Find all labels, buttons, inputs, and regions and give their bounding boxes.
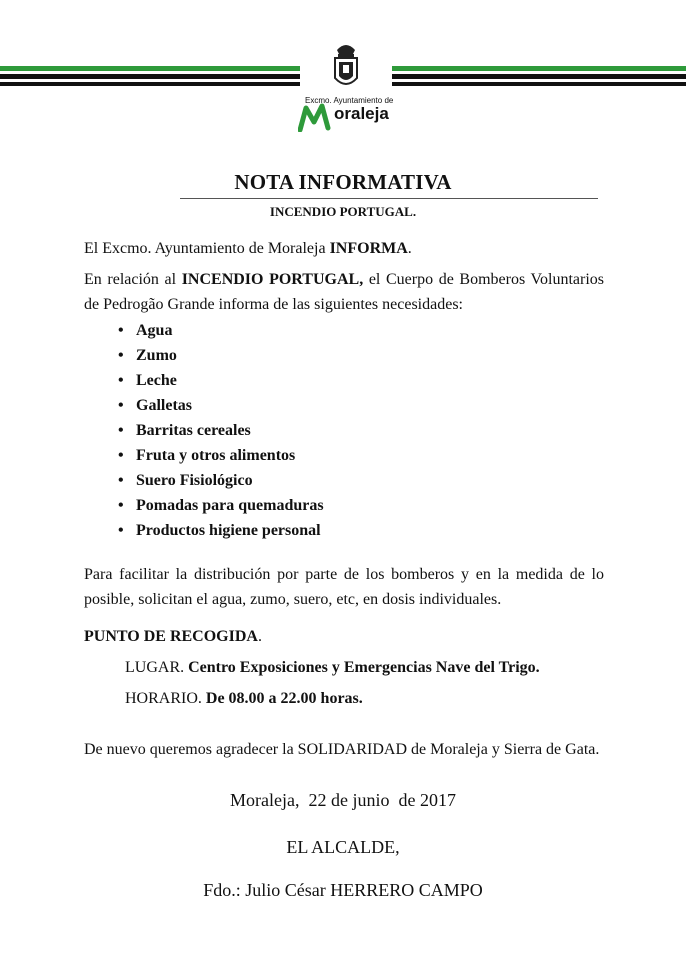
relation-prefix: En relación al: [84, 271, 182, 288]
bullet: •: [118, 422, 124, 439]
pickup-hours: [125, 686, 625, 711]
need-label: Suero Fisiológico: [136, 472, 253, 489]
need-label: Zumo: [136, 347, 177, 364]
list-item: [118, 343, 324, 368]
bullet: •: [118, 497, 124, 514]
black-stripe: [0, 82, 300, 86]
relation-paragraph: [84, 267, 604, 317]
list-item: [118, 443, 324, 468]
list-item: [118, 393, 324, 418]
page-title: NOTA INFORMATIVA: [234, 170, 452, 194]
green-stripe: [392, 66, 686, 71]
bullet: •: [118, 347, 124, 364]
date-line: Moraleja, 22 de junio de 2017: [230, 790, 456, 810]
header-stripes-right: [392, 66, 686, 92]
black-stripe: [392, 82, 686, 86]
place-value: Centro Exposiciones y Emergencias Nave del Trigo.: [188, 659, 540, 676]
bullet: •: [118, 372, 124, 389]
list-item: [118, 468, 324, 493]
bullet: •: [118, 447, 124, 464]
place-label: LUGAR.: [125, 659, 189, 676]
distribution-paragraph: Para facilitar la distribución por parte de los bomberos y en la medida de lo posible, solicitan el agua, zumo, suero, etc, en dosis individuales.: [84, 566, 604, 608]
logo-caption: Excmo. Ayuntamiento de: [305, 96, 394, 105]
thanks-paragraph: De nuevo queremos agradecer la SOLIDARIDAD de Moraleja y Sierra de Gata.: [84, 741, 600, 758]
signature: Fdo.: Julio César HERRERO CAMPO: [203, 880, 483, 900]
list-item: [118, 418, 324, 443]
black-stripe: [0, 74, 300, 79]
logo-name: oraleja: [334, 104, 389, 123]
pickup-heading: [84, 624, 604, 649]
need-label: Galletas: [136, 397, 192, 414]
header-stripes-left: [0, 66, 300, 92]
bullet: •: [118, 322, 124, 339]
intro-bold: INFORMA: [329, 240, 408, 257]
need-label: Productos higiene personal: [136, 522, 321, 539]
list-item: [118, 518, 324, 543]
intro-paragraph: [84, 236, 604, 261]
intro-prefix: El Excmo. Ayuntamiento de Moraleja: [84, 240, 330, 257]
list-item: [118, 318, 324, 343]
need-label: Agua: [136, 322, 173, 339]
relation-suffix: el Cuerpo de Bomberos Voluntarios de Pedrogão Grande informa de las siguientes necesidades:: [84, 271, 604, 313]
page-subtitle: INCENDIO PORTUGAL.: [269, 204, 417, 219]
pickup-place: [125, 655, 625, 680]
black-stripe: [392, 74, 686, 79]
need-label: Fruta y otros alimentos: [136, 447, 296, 464]
bullet: •: [118, 472, 124, 489]
signer-title: EL ALCALDE,: [286, 837, 400, 857]
bullet: •: [118, 522, 124, 539]
bullet: •: [118, 397, 124, 414]
need-label: Leche: [136, 372, 177, 389]
coat-of-arms-icon: [327, 40, 365, 98]
list-item: [118, 493, 324, 518]
relation-bold: INCENDIO PORTUGAL,: [181, 271, 364, 288]
need-label: Pomadas para quemaduras: [136, 497, 324, 514]
title-underline: [180, 198, 598, 199]
hours-label: HORARIO.: [125, 690, 206, 707]
intro-suffix: .: [407, 240, 412, 257]
pickup-heading-suffix: .: [257, 628, 262, 645]
list-item: [118, 368, 324, 393]
pickup-heading-bold: PUNTO DE RECOGIDA: [84, 628, 258, 645]
need-label: Barritas cereales: [136, 422, 251, 439]
needs-list: [118, 318, 324, 543]
hours-value: De 08.00 a 22.00 horas.: [205, 690, 363, 707]
green-stripe: [0, 66, 300, 71]
